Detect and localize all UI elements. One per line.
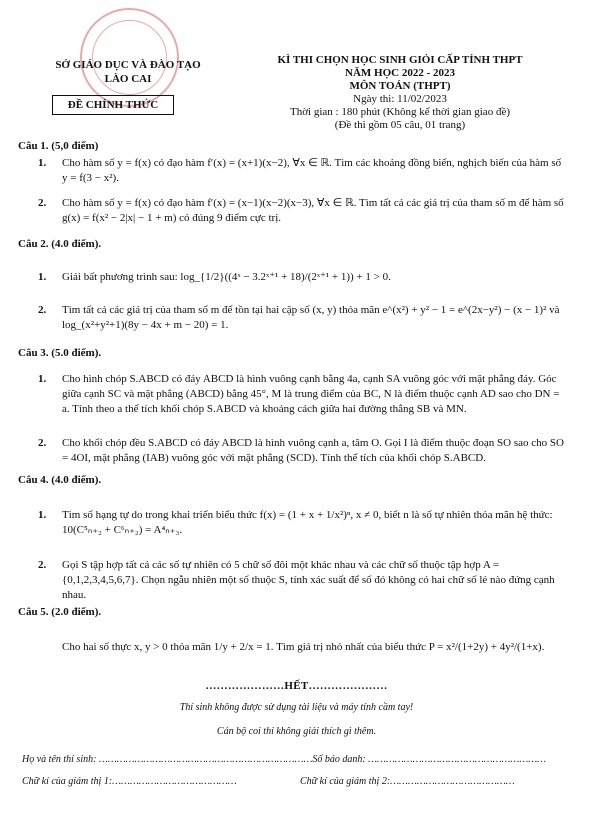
exam-time: Thời gian : 180 phút (Không kể thời gian giao đề) <box>290 106 510 118</box>
item-text: Gọi S tập hợp tất cả các số tự nhiên có 5 chữ số đôi một khác nhau và các chữ số thuộc tập hợp A = {0,1,2,3,4,5,6,7}. Chọn ngẫu nhiên một số thuộc S, tính xác suất để số đó không có hai chữ số lẻ nào đứng cạnh nhau. <box>62 559 555 601</box>
question-5-title: Câu 5. (2.0 điểm). <box>18 606 102 618</box>
question-2-item-2 <box>38 303 568 333</box>
item-text: Cho hàm số y = f(x) có đạo hàm f′(x) = (x−1)(x−2)(x−3), ∀x ∈ ℝ. Tìm tất cả các giá trị của tham số m để hàm số g(x) = f(x² − 2|x| − 1 + m) có đúng 9 điểm cực trị. <box>62 197 564 224</box>
candidate-info-line: Họ và tên thí sinh: ………………………………………………………………Số báo danh: …………………………………………………… <box>22 754 546 765</box>
question-4-item-1 <box>38 508 568 538</box>
question-4-item-2 <box>38 558 568 603</box>
question-5-item-1 <box>38 640 568 655</box>
exam-pages: (Đề thi gồm 05 câu, 01 trang) <box>334 119 466 131</box>
official-label: ĐỀ CHÍNH THỨC <box>52 95 174 115</box>
item-number: 2. <box>38 559 47 571</box>
question-1-item-2 <box>38 196 568 226</box>
item-text: Giải bất phương trình sau: log_{1/2}((4ˣ − 3.2ˣ⁺¹ + 18)/(2ˣ⁺¹ + 1)) + 1 > 0. <box>62 271 391 283</box>
dept-name: SỞ GIÁO DỤC VÀ ĐÀO TẠO <box>55 59 201 71</box>
note-no-materials: Thí sinh không được sử dụng tài liệu và máy tính cầm tay! <box>179 702 414 713</box>
question-1-item-1 <box>38 156 568 186</box>
item-text: Cho khối chóp đều S.ABCD có đáy ABCD là hình vuông cạnh a, tâm O. Gọi I là điểm thuộc đoạn SO sao cho SO = 4OI, mặt phẳng (IAB) vuông góc với mặt phẳng (SCD). Tính thể tích của khối chóp S.ABCD. <box>62 437 564 464</box>
question-1-title: Câu 1. (5,0 điểm) <box>18 140 99 152</box>
proctor-2-signature: Chữ kí của giám thị 2:…………………………………… <box>300 776 515 787</box>
item-text: Cho hai số thực x, y > 0 thỏa mãn 1/y + 2/x = 1. Tìm giá trị nhỏ nhất của biểu thức P = x²/(1+2y) + 4y²/(1+x). <box>62 641 545 653</box>
question-3-item-1 <box>38 372 568 417</box>
item-number: 2. <box>38 437 47 449</box>
item-number: 1. <box>38 373 47 385</box>
exam-subject: MÔN TOÁN (THPT) <box>349 80 451 92</box>
item-number: 1. <box>38 509 47 521</box>
exam-title: KÌ THI CHỌN HỌC SINH GIỎI CẤP TỈNH THPT <box>277 54 523 66</box>
question-2-item-1 <box>38 270 568 285</box>
question-4-title: Câu 4. (4.0 điểm). <box>18 474 102 486</box>
item-text: Tìm tất cả các giá trị của tham số m để tồn tại hai cặp số (x, y) thỏa mãn e^(x²) + y² − 1 = e^(2x−y²) − (x − 1)² và log_(x²+y²+1)(8y − 4x + m − 20) = 1. <box>62 304 560 331</box>
proctor-1-signature: Chữ kí của giám thị 1:…………………………………… <box>22 776 237 787</box>
header-left <box>18 58 238 86</box>
item-text: Cho hình chóp S.ABCD có đáy ABCD là hình vuông cạnh bằng 4a, cạnh SA vuông góc với mặt phẳng đáy. Góc giữa cạnh SC và mặt phẳng (ABCD) bằng 45°, M là trung điểm của BC, N là điểm thuộc cạnh AD sao cho DN = a. Tính theo a thể tích khối chóp S.ABCD và khoảng cách giữa hai đường thẳng SB và MN. <box>62 373 560 415</box>
question-2-title: Câu 2. (4.0 điểm). <box>18 238 102 250</box>
item-number: 1. <box>38 157 47 169</box>
note-no-explanations: Cán bộ coi thi không giải thích gì thêm. <box>216 726 377 737</box>
end-marker: …………………HẾT………………… <box>205 680 388 692</box>
item-text: Cho hàm số y = f(x) có đạo hàm f′(x) = (x+1)(x−2), ∀x ∈ ℝ. Tìm các khoảng đồng biến, nghịch biến của hàm số y = f(3 − x²). <box>62 157 562 184</box>
item-number: 2. <box>38 304 47 316</box>
question-3-item-2 <box>38 436 568 466</box>
province-name: LÀO CAI <box>104 73 152 85</box>
question-3-title: Câu 3. (5.0 điểm). <box>18 347 102 359</box>
item-number: 2. <box>38 197 47 209</box>
exam-date: Ngày thi: 11/02/2023 <box>353 93 447 105</box>
item-text: Tìm số hạng tự do trong khai triển biểu thức f(x) = (1 + x + 1/x²)ⁿ, x ≠ 0, biết n là số tự nhiên thỏa mãn hệ thức: 10(C⁵ₙ₊₂ + C⁶ₙ₊₂) = A⁴ₙ₊₃. <box>62 509 553 536</box>
header-right <box>250 54 550 132</box>
item-number: 1. <box>38 271 47 283</box>
exam-year: NĂM HỌC 2022 - 2023 <box>345 67 455 79</box>
